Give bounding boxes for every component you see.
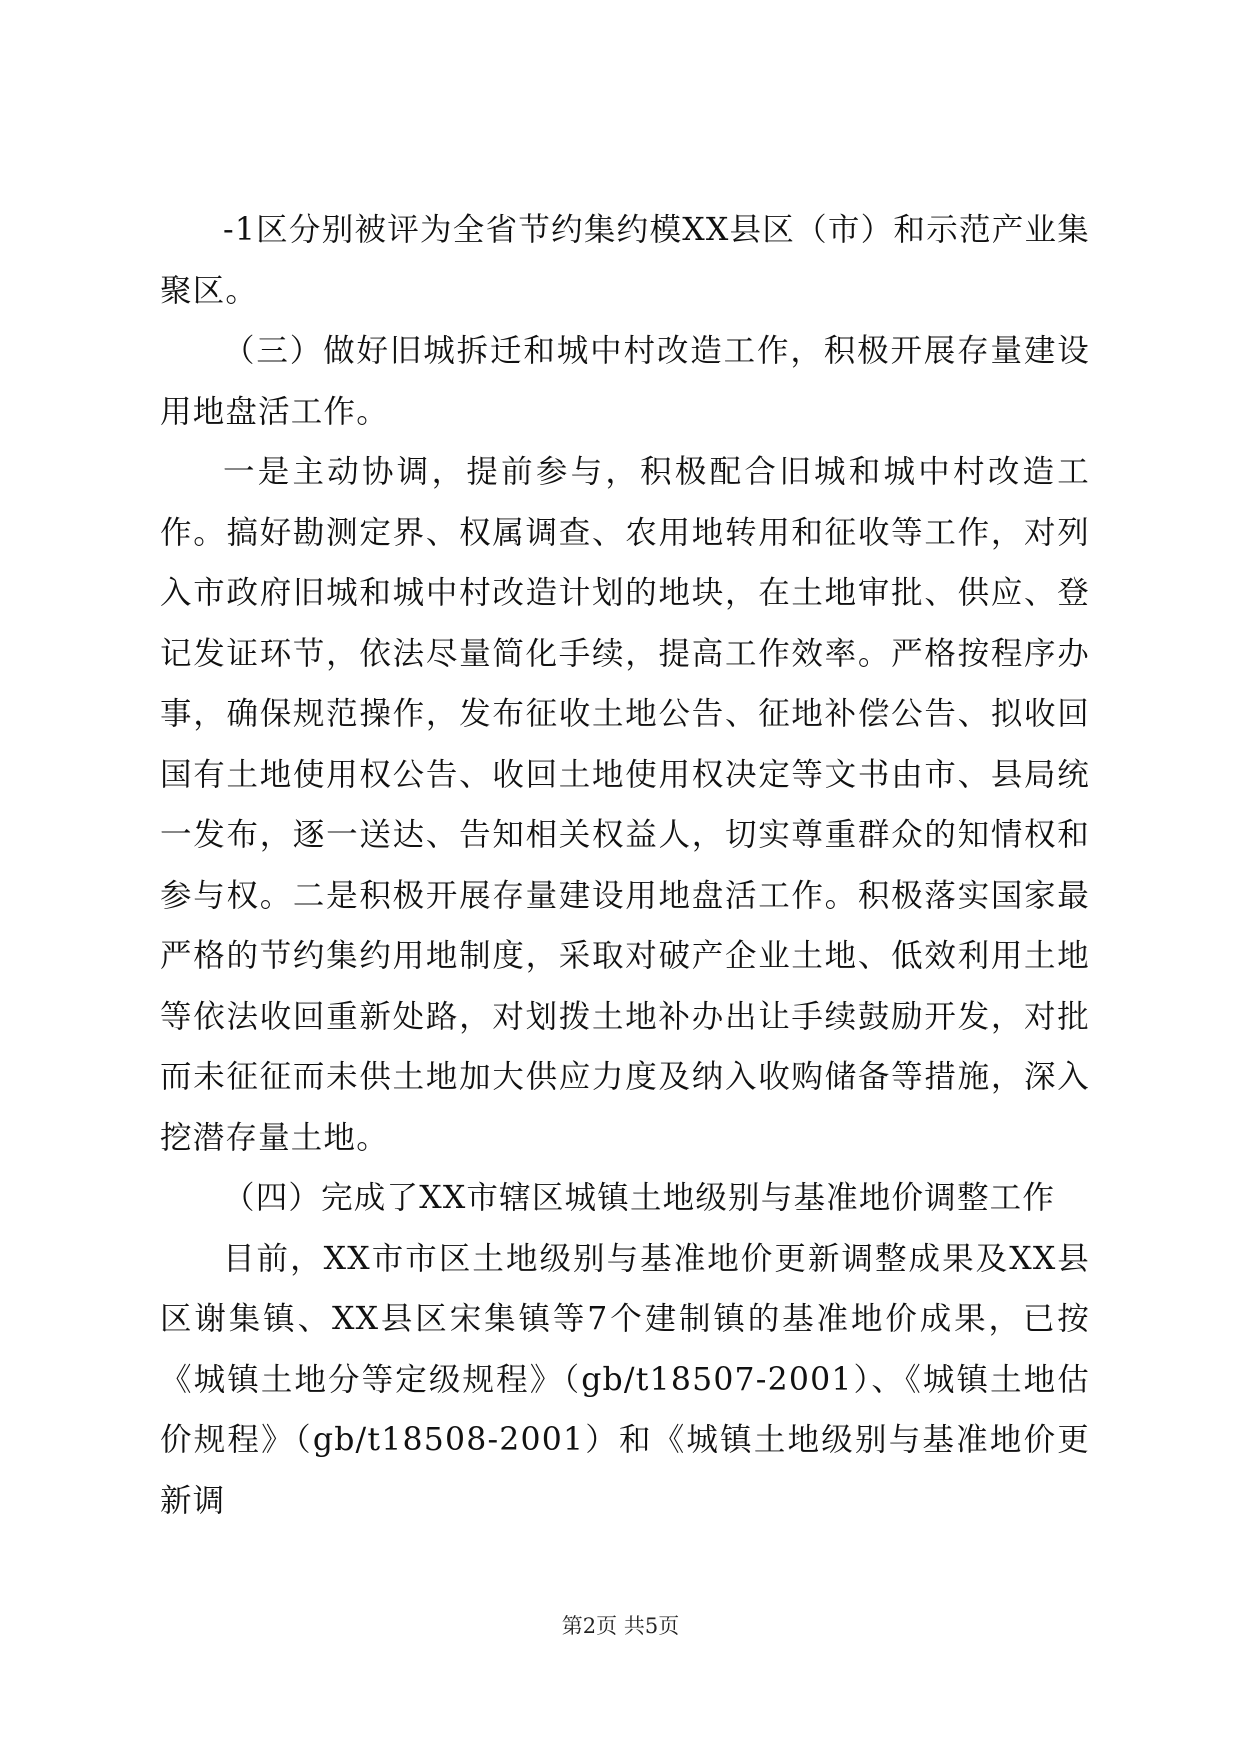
- page-number-footer: 第2页 共5页: [561, 1614, 680, 1638]
- section-heading-three: （三）做好旧城拆迁和城中村改造工作，积极开展存量建设用地盘活工作。: [160, 333, 1090, 430]
- paragraph-land-price: 目前，XX市市区土地级别与基准地价更新调整成果及XX县区谢集镇、XX县区宋集镇等7个建制镇的基准地价成果，已按《城镇土地分等定级规程》（gb/t18507-2001）、《城镇土地估价规程》（gb/t18508-2001）和《城镇土地级别与基准地价更新调: [160, 1240, 1090, 1519]
- document-body: [160, 200, 1090, 1531]
- paragraph-renovation-work: 一是主动协调，提前参与，积极配合旧城和城中村改造工作。搞好勘测定界、权属调查、农用地转用和征收等工作，对列入市政府旧城和城中村改造计划的地块，在土地审批、供应、登记发证环节，依法尽量简化手续，提高工作效率。严格按程序办事，确保规范操作，发布征收土地公告、征地补偿公告、拟收回国有土地使用权公告、收回土地使用权决定等文书由市、县局统一发布，逐一送达、告知相关权益人，切实尊重群众的知情权和参与权。二是积极开展存量建设用地盘活工作。积极落实国家最严格的节约集约用地制度，采取对破产企业土地、低效利用土地等依法收回重新处路，对划拨土地补办出让手续鼓励开发，对批而未征征而未供土地加大供应力度及纳入收购储备等措施，深入挖潜存量土地。: [160, 454, 1090, 1156]
- section-heading-four: （四）完成了XX市辖区城镇土地级别与基准地价调整工作: [223, 1180, 1056, 1216]
- paragraph-continuation: -1区分别被评为全省节约集约模XX县区（市）和示范产业集聚区。: [160, 212, 1090, 309]
